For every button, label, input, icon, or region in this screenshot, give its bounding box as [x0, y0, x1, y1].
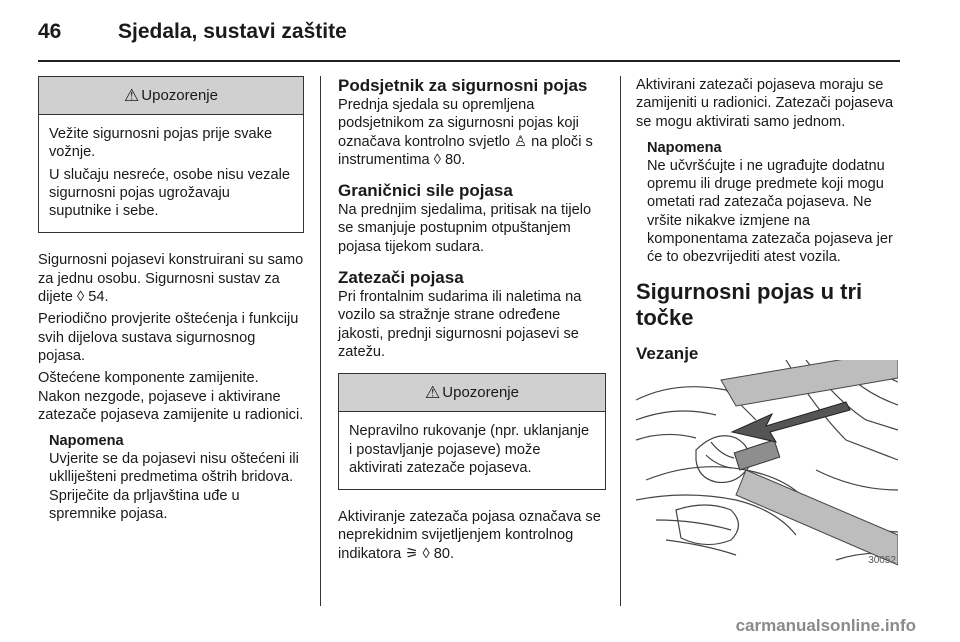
column-left — [38, 76, 304, 523]
warning-body — [339, 412, 605, 489]
warning-triangle-icon: ⚠ — [124, 85, 140, 105]
column-right — [636, 76, 902, 365]
body-paragraph: Oštećene komponente zamijenite. Nakon nezgode, pojaseve i aktivirane zatezače pojaseva zamijenite u radionici. — [38, 370, 304, 423]
note-title: Napomena — [49, 433, 124, 450]
seatbelt-illustration — [636, 360, 898, 570]
warning-text: Vežite sigurnosni pojas prije svake vožnje. — [49, 126, 273, 161]
note-block — [636, 139, 902, 267]
page-number: 46 — [38, 20, 62, 43]
column-middle — [338, 76, 606, 567]
warning-body — [39, 115, 303, 232]
body-paragraph: Periodično provjerite oštećenja i funkciju svih dijelova sustava sigurnosnog pojasa. — [38, 311, 299, 364]
illustration-number: 30052 — [868, 555, 896, 566]
section-heading: Zatezači pojasa — [338, 268, 464, 288]
header-rule — [38, 60, 900, 62]
page-title: Sjedala, sustavi zaštite — [118, 20, 347, 43]
warning-text: Nepravilno rukovanje (npr. uklanjanje i postavljanje pojaseve) može aktivirati zatezače pojaseva. — [349, 423, 590, 476]
page-header — [38, 20, 900, 60]
warning-box — [338, 373, 606, 490]
body-paragraph: Pri frontalnim sudarima ili naletima na vozilo sa stražnje strane određene jakosti, prednji sigurnosni pojasevi se zatežu. — [338, 289, 582, 360]
warning-title: Upozorenje — [442, 384, 519, 402]
body-paragraph: Na prednjim sjedalima, pritisak na tijelo se smanjuje postupnim otpuštanjem pojasa tijekom sudara. — [338, 202, 592, 255]
seatbelt-drawing — [636, 360, 898, 570]
note-text: Ne učvršćujte i ne ugrađujte dodatnu opremu ili druge predmete koji mogu ometati rad zatezača pojaseva. Ne vršite nikakve izmjene na komponentama zatezača pojaseva jer će to obezvrijediti atest vozila. — [647, 157, 893, 266]
warning-box — [38, 76, 304, 233]
note-block — [38, 432, 304, 523]
warning-triangle-icon: ⚠ — [425, 382, 441, 402]
body-paragraph: Prednja sjedala su opremljena podsjetnikom za sigurnosni pojas koji označava kontrolno svjetlo ♙ na ploči s instrumentima ◊ 80. — [338, 97, 593, 168]
section-heading: Podsjetnik za sigurnosni pojas — [338, 76, 588, 95]
body-paragraph: Sigurnosni pojasevi konstruirani su samo za jednu osobu. Sigurnosni sustav za dijete ◊ 54. — [38, 252, 304, 306]
note-text: Uvjerite se da pojasevi nisu oštećeni ili uklliješteni predmetima oštrih bridova. Spriječite da prljavština uđe u spremnike pojasa. — [49, 451, 299, 523]
body-paragraph: Aktiviranje zatezača pojasa označava se neprekidnim svijetljenjem kontrolnog indikatora ⚞ ◊ 80. — [338, 509, 601, 562]
column-divider — [320, 76, 321, 606]
section-heading: Graničnici sile pojasa — [338, 181, 513, 201]
column-divider — [620, 76, 621, 606]
warning-title: Upozorenje — [141, 87, 218, 104]
warning-header — [39, 77, 303, 115]
subsection-heading: Vezanje — [636, 343, 699, 363]
warning-text: U slučaju nesreće, osobe nisu vezale sigurnosni pojas ugrožavaju suputnike i sebe. — [49, 166, 290, 220]
warning-header — [339, 374, 605, 412]
body-paragraph: Aktivirani zatezači pojaseva moraju se zamijeniti u radionici. Zatezači pojaseva se mogu aktivirati samo jednom. — [636, 77, 894, 130]
note-title: Napomena — [647, 139, 722, 156]
watermark: carmanualsonline.info — [735, 616, 916, 635]
section-heading: Sigurnosni pojas u tri točke — [636, 278, 863, 330]
